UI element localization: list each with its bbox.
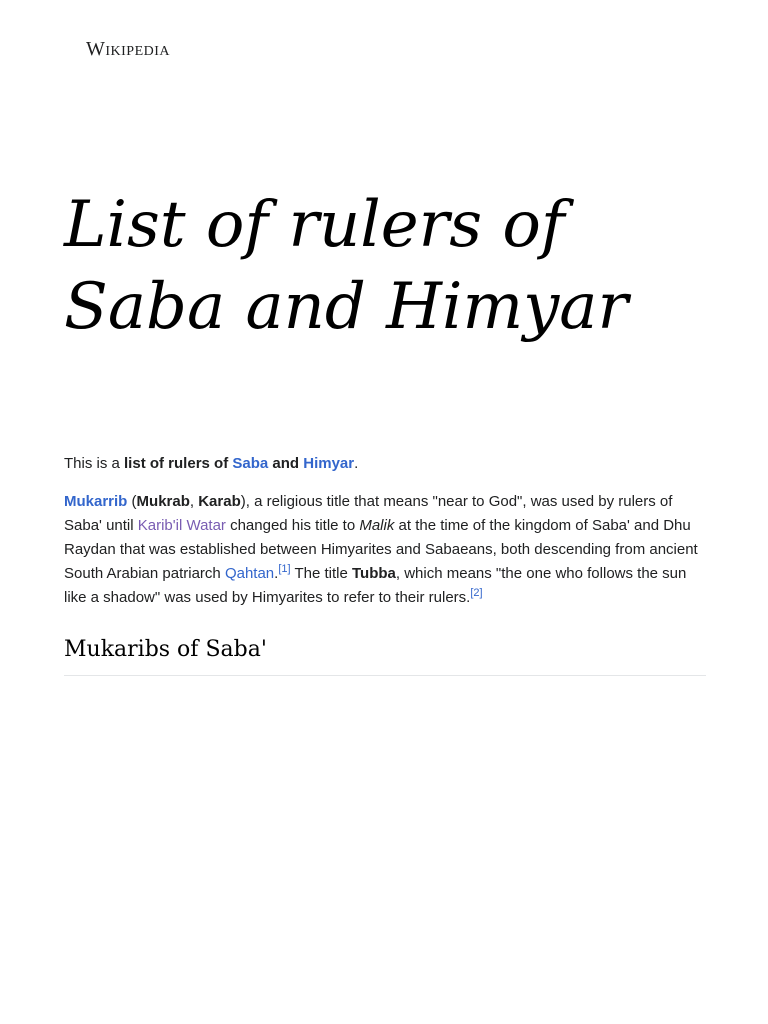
- para2-text3: at the time of the kingdom of Saba' and Dhu Raydan that was established between Himyarites and Sabaeans, both descending from ancient South Arabian patriarch: [64, 517, 698, 582]
- intro-and: and: [268, 455, 304, 472]
- intro-bold-text: list of rulers of: [124, 455, 233, 472]
- article-body: [64, 452, 709, 624]
- para2-comma: ,: [189, 493, 199, 510]
- para2-text5: The title: [290, 565, 352, 582]
- section-heading-mukaribs: Mukaribs of Saba': [64, 633, 706, 676]
- reference-2-link[interactable]: [2]: [470, 587, 483, 599]
- saba-link[interactable]: Saba: [232, 455, 269, 472]
- reference-1-link[interactable]: [1]: [278, 563, 291, 575]
- para2-text4: .: [274, 565, 279, 582]
- intro-suffix: .: [354, 455, 359, 472]
- page-title: List of rulers of Saba and Himyar: [64, 188, 629, 344]
- reference-1: [278, 563, 290, 575]
- intro-prefix: This is a: [64, 455, 125, 472]
- intro-paragraph: [64, 452, 709, 476]
- para2-text1: ), a religious title that means "near to God", was used by rulers of Saba' until: [64, 493, 673, 534]
- himyar-link[interactable]: Himyar: [303, 455, 355, 472]
- malik-term: Malik: [359, 517, 395, 534]
- mukarrib-paragraph: [64, 490, 709, 610]
- mukarrib-link[interactable]: Mukarrib: [64, 493, 128, 510]
- para2-text2: changed his title to: [225, 517, 360, 534]
- tubba-term: Tubba: [351, 565, 396, 582]
- qahtan-link[interactable]: Qahtan: [224, 565, 275, 582]
- karibil-watar-link[interactable]: Karib'il Watar: [137, 517, 226, 534]
- para2-text6: , which means "the one who follows the sun like a shadow" was used by Himyarites to refer to their rulers.: [64, 565, 687, 606]
- mukrab-term: Mukrab: [136, 493, 190, 510]
- reference-2: [470, 587, 482, 599]
- karab-term: Karab: [198, 493, 241, 510]
- para2-open-paren: (: [127, 493, 137, 510]
- wikipedia-logo[interactable]: Wikipedia: [86, 38, 171, 60]
